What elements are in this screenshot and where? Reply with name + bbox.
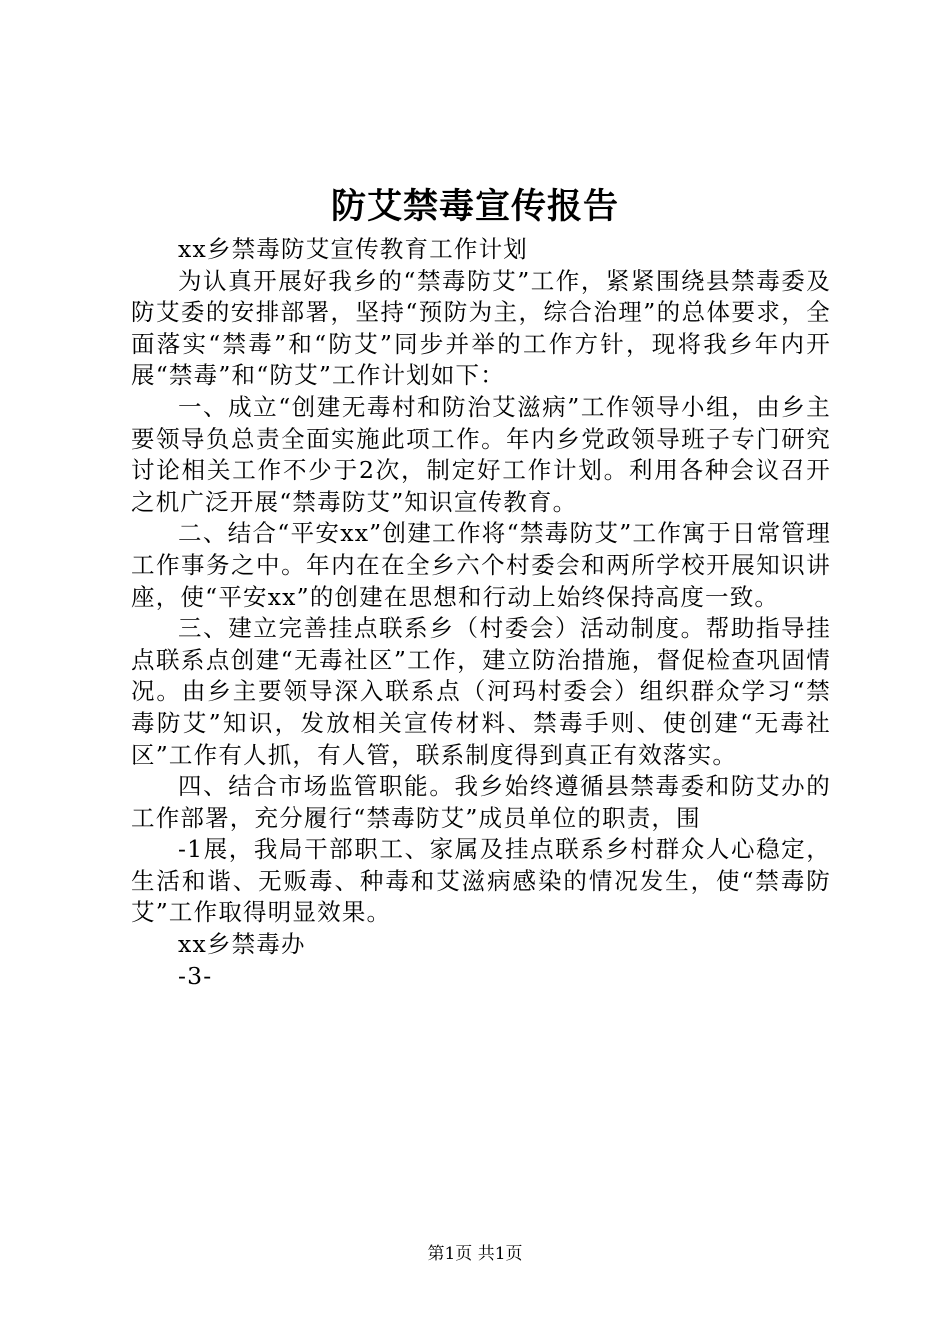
page-footer: 第1页 共1页 (427, 1244, 523, 1264)
paragraph-section-4: 四、结合市场监管职能。我乡始终遵循县禁毒委和防艾办的工作部署，充分履行“禁毒防艾”成员单位的职责，围 (131, 772, 831, 832)
paragraph-plan-heading: xx乡禁毒防艾宣传教育工作计划 (178, 235, 529, 263)
paragraph-intro: 为认真开展好我乡的“禁毒防艾”工作，紧紧围绕县禁毒委及防艾委的安排部署，坚持“预防为主，综合治理”的总体要求，全面落实“禁毒”和“防艾”同步并举的工作方针，现将我乡年内开展“禁毒”和“防艾”工作计划如下： (131, 266, 831, 390)
document-body (131, 234, 831, 992)
paragraph-section-2: 二、结合“平安xx”创建工作将“禁毒防艾”工作寓于日常管理工作事务之中。年内在在全乡六个村委会和两所学校开展知识讲座，使“平安xx”的创建在思想和行动上始终保持高度一致。 (131, 519, 831, 611)
paragraph-section-1: 一、成立“创建无毒村和防治艾滋病”工作领导小组，由乡主要领导负总责全面实施此项工作。年内乡党政领导班子专门研究讨论相关工作不少于2次，制定好工作计划。利用各种会议召开之机广泛开展“禁毒防艾”知识宣传教育。 (131, 392, 831, 516)
paragraph-signature: xx乡禁毒办 (178, 930, 306, 959)
paragraph-page-marker: -3- (178, 961, 213, 990)
paragraph-section-3: 三、建立完善挂点联系乡（村委会）活动制度。帮助指导挂点联系点创建“无毒社区”工作，建立防治措施，督促检查巩固情况。由乡主要领导深入联系点（河玛村委会）组织群众学习“禁毒防艾”知识，发放相关宣传材料、禁毒手则、使创建“无毒社区”工作有人抓，有人管，联系制度得到真正有效落实。 (131, 614, 831, 769)
paragraph-continuation: -1展，我局干部职工、家属及挂点联系乡村群众人心稳定，生活和谐、无贩毒、种毒和艾滋病感染的情况发生，使“禁毒防艾”工作取得明显效果。 (131, 835, 831, 927)
document-title: 防艾禁毒宣传报告 (330, 186, 619, 227)
